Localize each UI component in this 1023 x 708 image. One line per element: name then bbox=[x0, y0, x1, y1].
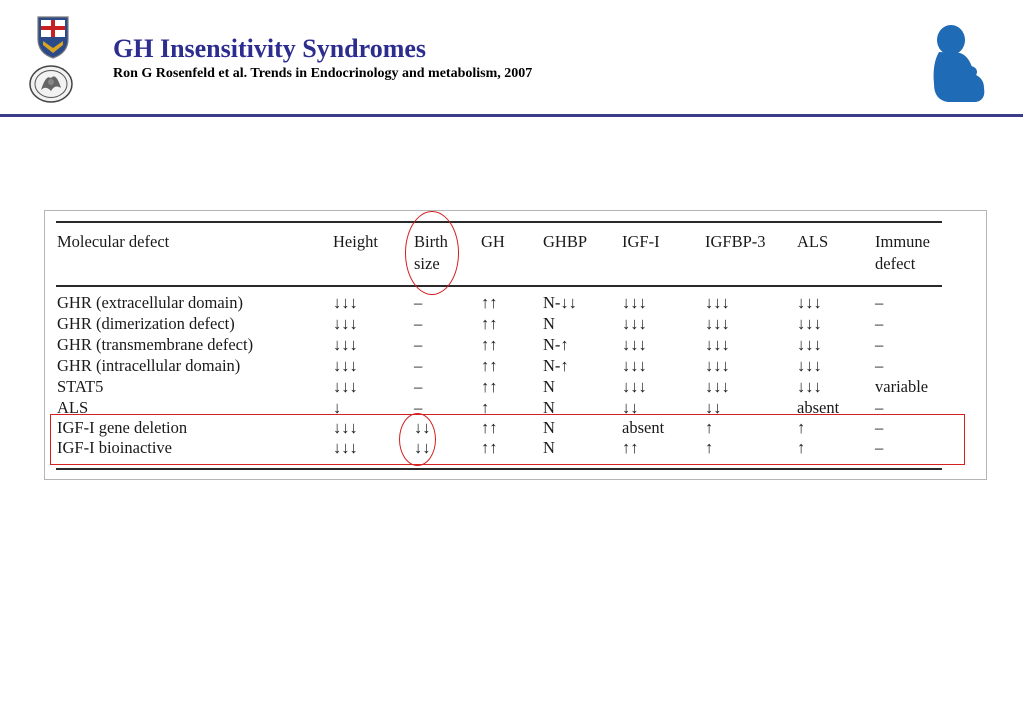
cell-ghr-dimerization-ghbp: N bbox=[543, 314, 555, 333]
cell-ghr-dimerization-height: ↓↓↓ bbox=[333, 314, 358, 333]
column-header-ghbp: GHBP bbox=[543, 232, 588, 251]
cell-als-igf1: ↓↓ bbox=[622, 398, 639, 417]
cell-ghr-intracellular-gh: ↑↑ bbox=[481, 356, 498, 375]
igf1-rows-highlight bbox=[50, 414, 965, 465]
cell-ghr-extracellular-gh: ↑↑ bbox=[481, 293, 498, 312]
cell-ghr-transmembrane-gh: ↑↑ bbox=[481, 335, 498, 354]
column-header-gh: GH bbox=[481, 232, 505, 251]
cell-ghr-extracellular-birth-size: – bbox=[414, 293, 423, 312]
table-header-rule bbox=[56, 285, 942, 287]
cell-ghr-transmembrane-immune-defect: – bbox=[875, 335, 884, 354]
table-top-rule bbox=[56, 221, 942, 223]
cell-igf1-gene-deletion-ghbp: N bbox=[543, 418, 555, 437]
cell-stat5-ghbp: N bbox=[543, 377, 555, 396]
cell-ghr-extracellular-immune-defect: – bbox=[875, 293, 884, 312]
cell-ghr-intracellular-molecular-defect: GHR (intracellular domain) bbox=[57, 356, 241, 375]
cell-ghr-dimerization-igfbp3: ↓↓↓ bbox=[705, 314, 730, 333]
cell-igf1-gene-deletion-molecular-defect: IGF-I gene deletion bbox=[57, 418, 188, 437]
cell-ghr-extracellular-igfbp3: ↓↓↓ bbox=[705, 293, 730, 312]
cell-ghr-dimerization-gh: ↑↑ bbox=[481, 314, 498, 333]
cell-stat5-igfbp3: ↓↓↓ bbox=[705, 377, 730, 396]
cell-ghr-transmembrane-igfbp3: ↓↓↓ bbox=[705, 335, 730, 354]
cell-als-birth-size: – bbox=[414, 398, 423, 417]
cell-ghr-dimerization-igf1: ↓↓↓ bbox=[622, 314, 647, 333]
cell-stat5-als: ↓↓↓ bbox=[797, 377, 822, 396]
cell-ghr-extracellular-als: ↓↓↓ bbox=[797, 293, 822, 312]
column-header-als: ALS bbox=[797, 232, 829, 251]
cell-ghr-intracellular-als: ↓↓↓ bbox=[797, 356, 822, 375]
cell-ghr-transmembrane-molecular-defect: GHR (transmembrane defect) bbox=[57, 335, 254, 354]
cell-ghr-dimerization-birth-size: – bbox=[414, 314, 423, 333]
table-bottom-rule bbox=[56, 468, 942, 470]
cell-ghr-transmembrane-birth-size: – bbox=[414, 335, 423, 354]
column-header-birth-size: Birth size bbox=[414, 232, 448, 273]
cell-igf1-bioinactive-molecular-defect: IGF-I bioinactive bbox=[57, 438, 173, 457]
cell-als-molecular-defect: ALS bbox=[57, 398, 89, 417]
cell-stat5-immune-defect: variable bbox=[875, 377, 929, 396]
cell-ghr-transmembrane-ghbp: N-↑ bbox=[543, 335, 569, 354]
cell-ghr-intracellular-igfbp3: ↓↓↓ bbox=[705, 356, 730, 375]
cell-igf1-gene-deletion-height: ↓↓↓ bbox=[333, 418, 358, 437]
column-header-igf1: IGF-I bbox=[622, 232, 660, 251]
cell-ghr-extracellular-height: ↓↓↓ bbox=[333, 293, 358, 312]
cell-ghr-extracellular-molecular-defect: GHR (extracellular domain) bbox=[57, 293, 244, 312]
cell-stat5-igf1: ↓↓↓ bbox=[622, 377, 647, 396]
cell-als-gh: ↑ bbox=[481, 398, 490, 417]
column-header-height: Height bbox=[333, 232, 378, 251]
cell-stat5-gh: ↑↑ bbox=[481, 377, 498, 396]
cell-ghr-intracellular-birth-size: – bbox=[414, 356, 423, 375]
birth-size-header-highlight bbox=[405, 211, 459, 295]
cell-ghr-transmembrane-als: ↓↓↓ bbox=[797, 335, 822, 354]
citation-subtitle: Ron G Rosenfeld et al. Trends in Endocrinology and metabolism, 2007 bbox=[113, 66, 533, 81]
cell-ghr-transmembrane-height: ↓↓↓ bbox=[333, 335, 358, 354]
cell-ghr-dimerization-als: ↓↓↓ bbox=[797, 314, 822, 333]
cell-ghr-intracellular-igf1: ↓↓↓ bbox=[622, 356, 647, 375]
cell-ghr-intracellular-ghbp: N-↑ bbox=[543, 356, 569, 375]
cell-als-immune-defect: – bbox=[875, 398, 884, 417]
cell-igf1-bioinactive-birth-size: ↓↓ bbox=[414, 438, 431, 457]
cell-ghr-dimerization-immune-defect: – bbox=[875, 314, 884, 333]
page-title: GH Insensitivity Syndromes bbox=[113, 34, 427, 63]
cell-igf1-bioinactive-igfbp3: ↑ bbox=[705, 438, 714, 457]
column-header-igfbp3: IGFBP-3 bbox=[705, 232, 766, 251]
cell-igf1-bioinactive-als: ↑ bbox=[797, 438, 806, 457]
cell-als-igfbp3: ↓↓ bbox=[705, 398, 722, 417]
cell-stat5-height: ↓↓↓ bbox=[333, 377, 358, 396]
cell-als-height: ↓ bbox=[333, 398, 342, 417]
university-seal-icon bbox=[28, 64, 74, 104]
university-shield-icon bbox=[36, 15, 70, 59]
cell-igf1-gene-deletion-immune-defect: – bbox=[875, 418, 884, 437]
cell-igf1-gene-deletion-gh: ↑↑ bbox=[481, 418, 498, 437]
cell-stat5-birth-size: – bbox=[414, 377, 423, 396]
column-header-immune-defect: Immune defect bbox=[875, 232, 930, 273]
cell-ghr-intracellular-height: ↓↓↓ bbox=[333, 356, 358, 375]
cell-igf1-gene-deletion-igfbp3: ↑ bbox=[705, 418, 714, 437]
cell-igf1-gene-deletion-als: ↑ bbox=[797, 418, 806, 437]
cell-igf1-bioinactive-height: ↓↓↓ bbox=[333, 438, 358, 457]
cell-als-als: absent bbox=[797, 398, 840, 417]
cell-ghr-extracellular-igf1: ↓↓↓ bbox=[622, 293, 647, 312]
cell-ghr-intracellular-immune-defect: – bbox=[875, 356, 884, 375]
slide-header bbox=[0, 0, 1023, 118]
cell-stat5-molecular-defect: STAT5 bbox=[57, 377, 104, 396]
cell-ghr-dimerization-molecular-defect: GHR (dimerization defect) bbox=[57, 314, 235, 333]
cell-igf1-bioinactive-igf1: ↑↑ bbox=[622, 438, 639, 457]
cell-igf1-bioinactive-immune-defect: – bbox=[875, 438, 884, 457]
cell-ghr-transmembrane-igf1: ↓↓↓ bbox=[622, 335, 647, 354]
cell-igf1-bioinactive-gh: ↑↑ bbox=[481, 438, 498, 457]
child-silhouette-icon bbox=[926, 22, 988, 104]
cell-als-ghbp: N bbox=[543, 398, 555, 417]
header-divider bbox=[0, 114, 1023, 117]
cell-igf1-gene-deletion-birth-size: ↓↓ bbox=[414, 418, 431, 437]
cell-ghr-extracellular-ghbp: N-↓↓ bbox=[543, 293, 577, 312]
cell-igf1-bioinactive-ghbp: N bbox=[543, 438, 555, 457]
cell-igf1-gene-deletion-igf1: absent bbox=[622, 418, 665, 437]
column-header-molecular-defect: Molecular defect bbox=[57, 232, 170, 251]
